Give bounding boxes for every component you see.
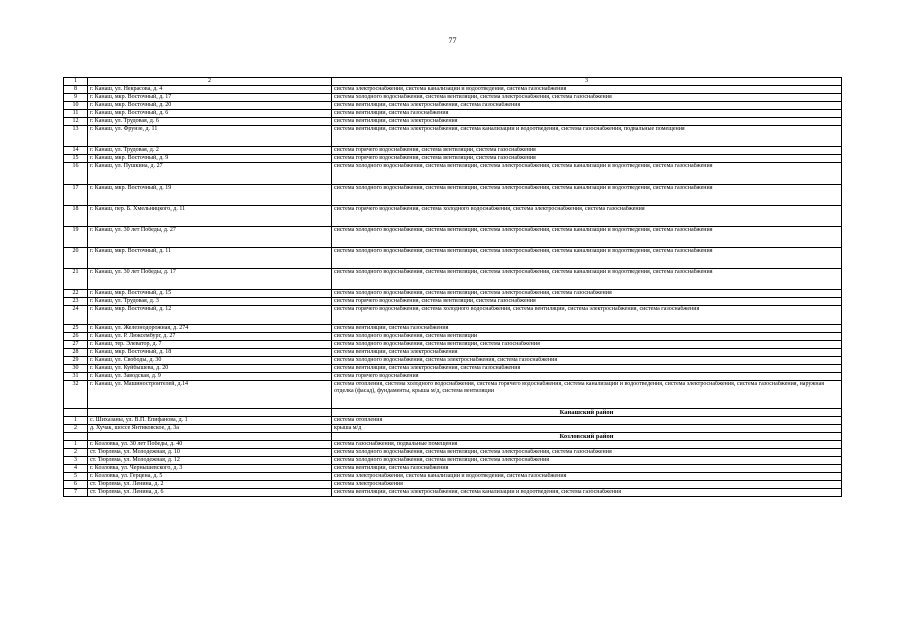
- address-cell: ст. Тюрлема, ул. Молодежная, д. 10: [88, 449, 332, 457]
- address-cell: ст. Тюрлема, ул. Ленина, д. 6: [88, 489, 332, 497]
- address-cell: г. Канаш, ул. Заводская, д. 9: [88, 373, 332, 381]
- address-cell: г. Канаш, ул. Железнодорожная, д. 274: [88, 325, 332, 333]
- row-number: 14: [64, 147, 88, 155]
- works-cell: система газоснабжения, подвальные помещения: [332, 441, 842, 449]
- works-cell: система холодного водоснабжения, система вентиляции, система электроснабжения, система газоснабжения: [332, 290, 842, 298]
- works-cell: система холодного водоснабжения, система вентиляции, система электроснабжения, система канализации и водоотведения, система газоснабжения: [332, 248, 842, 269]
- works-cell: крыша м/д: [332, 425, 842, 433]
- address-cell: с. Шихазаны, ул. В.П. Епифанова, д. 1: [88, 417, 332, 425]
- works-cell: система вентиляции, система электроснабжения, система канализации и водоотведения, система газоснабжения: [332, 489, 842, 497]
- row-number: 29: [64, 357, 88, 365]
- table-row: [64, 298, 842, 306]
- works-cell: система вентиляции, система электроснабжения, система газоснабжения: [332, 365, 842, 373]
- works-cell: система холодного водоснабжения, система вентиляции, система электроснабжения, система газоснабжения: [332, 94, 842, 102]
- table-row: [64, 227, 842, 248]
- table-row: [64, 465, 842, 473]
- row-number: 1: [64, 417, 88, 425]
- works-cell: система холодного водоснабжения, система электроснабжения, система газоснабжения: [332, 357, 842, 365]
- row-number: 2: [64, 449, 88, 457]
- works-cell: система вентиляции, система газоснабжения: [332, 465, 842, 473]
- row-number: 20: [64, 248, 88, 269]
- address-cell: г. Канаш, мкр. Восточный, д. 6: [88, 110, 332, 118]
- address-cell: г. Канаш, мкр. Восточный, д. 9: [88, 155, 332, 163]
- works-cell: система горячего водоснабжения, система холодного водоснабжения, система электроснабжения, система газоснабжения: [332, 206, 842, 227]
- row-number: 8: [64, 86, 88, 94]
- works-cell: система вентиляции, система электроснабжения: [332, 118, 842, 126]
- address-cell: г. Канаш, ул. Трудовая, д. 6: [88, 118, 332, 126]
- table-row: [64, 185, 842, 206]
- works-table: [63, 77, 842, 497]
- table-row: [64, 86, 842, 94]
- table-row: [64, 373, 842, 381]
- works-cell: система холодного водоснабжения, система вентиляции, система газоснабжения: [332, 341, 842, 349]
- section-empty-cell: [64, 433, 88, 441]
- row-number: 3: [64, 457, 88, 465]
- table-row: [64, 341, 842, 349]
- table-row: [64, 126, 842, 147]
- row-number: 32: [64, 381, 88, 409]
- works-cell: система электроснабжения, система канализации и водоотведения, система газоснабжения: [332, 473, 842, 481]
- section-row: [64, 433, 842, 441]
- address-cell: г. Канаш, ул. Пушкина, д. 27: [88, 163, 332, 185]
- section-empty-cell: [64, 409, 88, 417]
- row-number: 31: [64, 373, 88, 381]
- table-row: [64, 365, 842, 373]
- address-cell: г. Канаш, мкр. Восточный, д. 12: [88, 306, 332, 325]
- works-cell: система горячего водоснабжения, система холодного водоснабжения, система вентиляции, система электроснабжения, система газоснабжения: [332, 306, 842, 325]
- address-cell: г. Канаш, мкр. Восточный, д. 15: [88, 290, 332, 298]
- table-row: [64, 357, 842, 365]
- row-number: 12: [64, 118, 88, 126]
- table-row: [64, 290, 842, 298]
- address-cell: г. Канаш, ул. Трудовая, д. 2: [88, 147, 332, 155]
- address-cell: г. Канаш, ул. Некрасова, д. 4: [88, 86, 332, 94]
- header-row: [64, 78, 842, 86]
- works-cell: система горячего водоснабжения, система вентиляции, система газоснабжения: [332, 147, 842, 155]
- page-number: 77: [448, 36, 457, 45]
- table-body: [64, 78, 842, 497]
- works-cell: система отопления, система холодного водоснабжения, система горячего водоснабжения, система канализации и водоотведения, система электроснабжения, система газоснабжения, наружная отделка (фасад), фундаменты, крыша м/д, система вентиляции: [332, 381, 842, 409]
- row-number: 30: [64, 365, 88, 373]
- works-cell: система вентиляции, система газоснабжения: [332, 110, 842, 118]
- works-cell: система электроснабжения: [332, 481, 842, 489]
- row-number: 27: [64, 341, 88, 349]
- table-row: [64, 349, 842, 357]
- address-cell: г. Канаш, ул. 30 лет Победы, д. 17: [88, 269, 332, 290]
- section-title: Козловский район: [332, 433, 842, 441]
- table-row: [64, 417, 842, 425]
- address-cell: г. Козловка, ул. Чернышевского, д. 3: [88, 465, 332, 473]
- table-row: [64, 155, 842, 163]
- row-number: 15: [64, 155, 88, 163]
- section-title: Канашский район: [332, 409, 842, 417]
- address-cell: г. Козловка, ул. Герцена, д. 5: [88, 473, 332, 481]
- row-number: 28: [64, 349, 88, 357]
- works-cell: система вентиляции, система электроснабжения, система газоснабжения: [332, 102, 842, 110]
- works-cell: система холодного водоснабжения, система вентиляции, система электроснабжения, система канализации и водоотведения, система газоснабжения: [332, 269, 842, 290]
- address-cell: г. Канаш, ул. Трудовая, д. 3: [88, 298, 332, 306]
- address-cell: г. Канаш, ул. Машиностроителей, д.14: [88, 381, 332, 409]
- table-row: [64, 381, 842, 409]
- row-number: 17: [64, 185, 88, 206]
- address-cell: ст. Тюрлема, ул. Молодежная, д. 12: [88, 457, 332, 465]
- table-row: [64, 248, 842, 269]
- works-cell: система холодного водоснабжения, система вентиляции, система электроснабжения, система канализации и водоотведения, система газоснабжения: [332, 227, 842, 248]
- table-row: [64, 325, 842, 333]
- row-number: 23: [64, 298, 88, 306]
- row-number: 1: [64, 441, 88, 449]
- table-row: [64, 489, 842, 497]
- row-number: 13: [64, 126, 88, 147]
- works-cell: система холодного водоснабжения, система вентиляции: [332, 333, 842, 341]
- table-row: [64, 333, 842, 341]
- address-cell: г. Канаш, тер. Элеватор, д. 7: [88, 341, 332, 349]
- row-number: 21: [64, 269, 88, 290]
- table-row: [64, 94, 842, 102]
- address-cell: г. Канаш, пер. Б. Хмельницкого, д. 11: [88, 206, 332, 227]
- row-number: 16: [64, 163, 88, 185]
- table-row: [64, 441, 842, 449]
- section-empty-cell: [88, 433, 332, 441]
- address-cell: г. Козловка, ул. 30 лет Победы, д. 40: [88, 441, 332, 449]
- address-cell: г. Канаш, ул. Свободы, д. 30: [88, 357, 332, 365]
- address-cell: ст. Тюрлема, ул. Ленина, д. 2: [88, 481, 332, 489]
- table-row: [64, 163, 842, 185]
- address-cell: г. Канаш, мкр. Восточный, д. 17: [88, 94, 332, 102]
- row-number: 24: [64, 306, 88, 325]
- section-row: [64, 409, 842, 417]
- header-cell: 2: [88, 78, 332, 86]
- works-cell: система вентиляции, система электроснабжения, система канализации и водоотведения, система газоснабжения, подвальные помещения: [332, 126, 842, 147]
- address-cell: г. Канаш, ул. Фрунзе, д. 11: [88, 126, 332, 147]
- address-cell: д. Хучак, шоссе Янтиковское, д. 3а: [88, 425, 332, 433]
- row-number: 11: [64, 110, 88, 118]
- works-cell: система горячего водоснабжения, система вентиляции, система газоснабжения: [332, 155, 842, 163]
- works-cell: система горячего водоснабжения: [332, 373, 842, 381]
- works-cell: система холодного водоснабжения, система вентиляции, система электроснабжения: [332, 457, 842, 465]
- address-cell: г. Канаш, мкр. Восточный, д. 20: [88, 102, 332, 110]
- header-cell: 3: [332, 78, 842, 86]
- row-number: 25: [64, 325, 88, 333]
- works-cell: система отопления: [332, 417, 842, 425]
- header-cell: 1: [64, 78, 88, 86]
- works-cell: система электроснабжения, система канализации и водоотведения, система газоснабжения: [332, 86, 842, 94]
- table-row: [64, 110, 842, 118]
- row-number: 22: [64, 290, 88, 298]
- row-number: 4: [64, 465, 88, 473]
- row-number: 7: [64, 489, 88, 497]
- table-row: [64, 473, 842, 481]
- table-row: [64, 481, 842, 489]
- address-cell: г. Канаш, мкр. Восточный, д. 19: [88, 185, 332, 206]
- row-number: 19: [64, 227, 88, 248]
- table-row: [64, 306, 842, 325]
- table-row: [64, 206, 842, 227]
- section-empty-cell: [88, 409, 332, 417]
- works-cell: система холодного водоснабжения, система вентиляции, система электроснабжения, система газоснабжения: [332, 449, 842, 457]
- table-row: [64, 425, 842, 433]
- address-cell: г. Канаш, ул. Р. Люксембург, д. 27: [88, 333, 332, 341]
- row-number: 26: [64, 333, 88, 341]
- address-cell: г. Канаш, ул. 30 лет Победы, д. 27: [88, 227, 332, 248]
- table-row: [64, 457, 842, 465]
- row-number: 2: [64, 425, 88, 433]
- table-row: [64, 118, 842, 126]
- works-cell: система холодного водоснабжения, система вентиляции, система электроснабжения, система канализации и водоотведения, система газоснабжения: [332, 185, 842, 206]
- works-cell: система вентиляции, система электроснабжения: [332, 349, 842, 357]
- works-cell: система вентиляции, система газоснабжения: [332, 325, 842, 333]
- table-row: [64, 147, 842, 155]
- table-row: [64, 269, 842, 290]
- address-cell: г. Канаш, мкр. Восточный, д. 18: [88, 349, 332, 357]
- row-number: 10: [64, 102, 88, 110]
- row-number: 5: [64, 473, 88, 481]
- address-cell: г. Канаш, ул. Куйбышева, д. 20: [88, 365, 332, 373]
- works-cell: система горячего водоснабжения, система вентиляции, система газоснабжения: [332, 298, 842, 306]
- table-row: [64, 102, 842, 110]
- address-cell: г. Канаш, мкр. Восточный, д. 11: [88, 248, 332, 269]
- table-row: [64, 449, 842, 457]
- row-number: 9: [64, 94, 88, 102]
- row-number: 6: [64, 481, 88, 489]
- row-number: 18: [64, 206, 88, 227]
- works-cell: система холодного водоснабжения, система вентиляции, система электроснабжения, система канализации и водоотведения, система газоснабжения: [332, 163, 842, 185]
